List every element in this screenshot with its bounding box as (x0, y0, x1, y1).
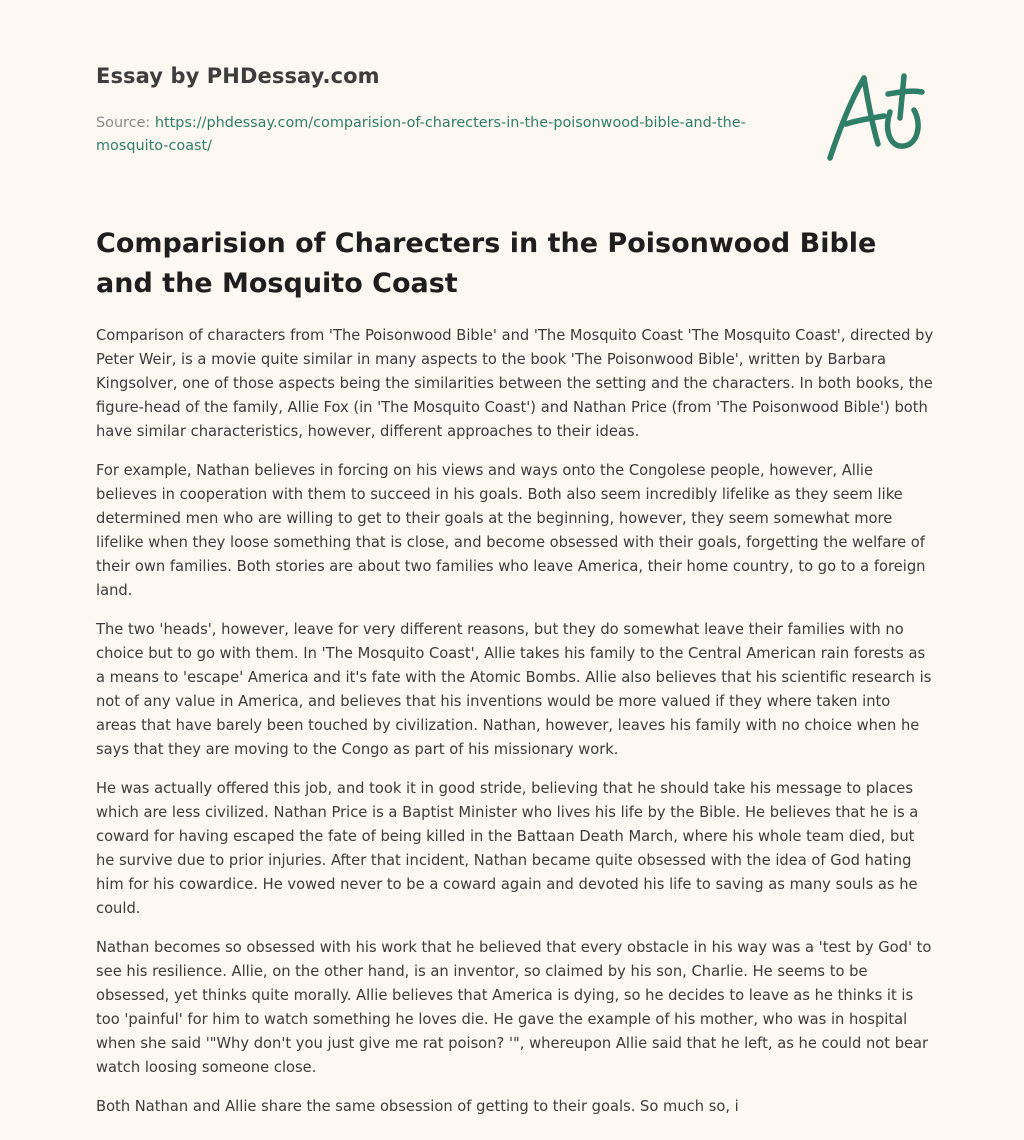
essay-paragraph: Comparison of characters from 'The Poisonwood Bible' and 'The Mosquito Coast 'The Mosquito Coast', directed by Peter Weir, is a movie quite similar in many aspects to the book 'The Poisonwood Bible', written by Barbara Kingsolver, one of those aspects being the similarities between the setting and the characters. In both books, the figure-head of the family, Allie Fox (in 'The Mosquito Coast') and Nathan Price (from 'The Poisonwood Bible') both have similar characteristics, however, different approaches to their ideas. (96, 327, 934, 440)
essay-paragraph: The two 'heads', however, leave for very different reasons, but they do somewhat leave their families with no choice but to go with them. In 'The Mosquito Coast', Allie takes his family to the Central American rain forests as a means to 'escape' America and it's fate with the Atomic Bombs. Allie also believes that his scientific research is not of any value in America, and believes that his inventions would be more valued if they where taken into areas that have barely been touched by civilization. Nathan, however, leaves his family with no choice when he says that they are moving to the Congo as part of his missionary work. (96, 621, 932, 758)
site-title: Essay by PHDessay.com (96, 64, 380, 88)
essay-title: Comparision of Charecters in the Poisonwood Bible and the Mosquito Coast (96, 228, 877, 299)
source-line (96, 112, 776, 158)
essay-paragraph: For example, Nathan believes in forcing on his views and ways onto the Congolese people, however, Allie believes in cooperation with them to succeed in his goals. Both also seem incredibly lifelike as they seem like determined men who are willing to get to their goals at the beginning, however, they seem somewhat more lifelike when they loose something that is close, and become obsessed with their goals, forgetting the welfare of their own families. Both stories are about two families who leave America, their home country, to go to a foreign land. (96, 462, 926, 599)
a-plus-grade-icon (818, 68, 930, 164)
essay-paragraph: Nathan becomes so obsessed with his work that he believed that every obstacle in his way was a 'test by God' to see his resilience. Allie, on the other hand, is an inventor, so claimed by his son, Charlie. He seems to be obsessed, yet thinks quite morally. Allie believes that America is dying, so he decides to leave as he thinks it is too 'painful' for him to watch something he loves die. He gave the example of his mother, who was in hospital when she said '"Why don't you just give me rat poison? '", whereupon Allie said that he left, as he could not bear watch loosing someone close. (96, 939, 932, 1076)
essay-paragraph: Both Nathan and Allie share the same obsession of getting to their goals. So much so, i (96, 1098, 739, 1115)
source-link[interactable]: https://phdessay.com/comparision-of-charecters-in-the-poisonwood-bible-and-the-mosquito-coast/ (96, 115, 746, 154)
essay-paragraph: He was actually offered this job, and took it in good stride, believing that he should take his message to places which are less civilized. Nathan Price is a Baptist Minister who lives his life by the Bible. He believes that he is a coward for having escaped the fate of being killed in the Battaan Death March, where his whole team died, but he survive due to prior injuries. After that incident, Nathan became quite obsessed with the idea of God hating him for his cowardice. He vowed never to be a coward again and devoted his life to saving as many souls as he could. (96, 780, 919, 917)
essay-body (96, 324, 934, 1134)
source-label: Source: (96, 115, 155, 131)
